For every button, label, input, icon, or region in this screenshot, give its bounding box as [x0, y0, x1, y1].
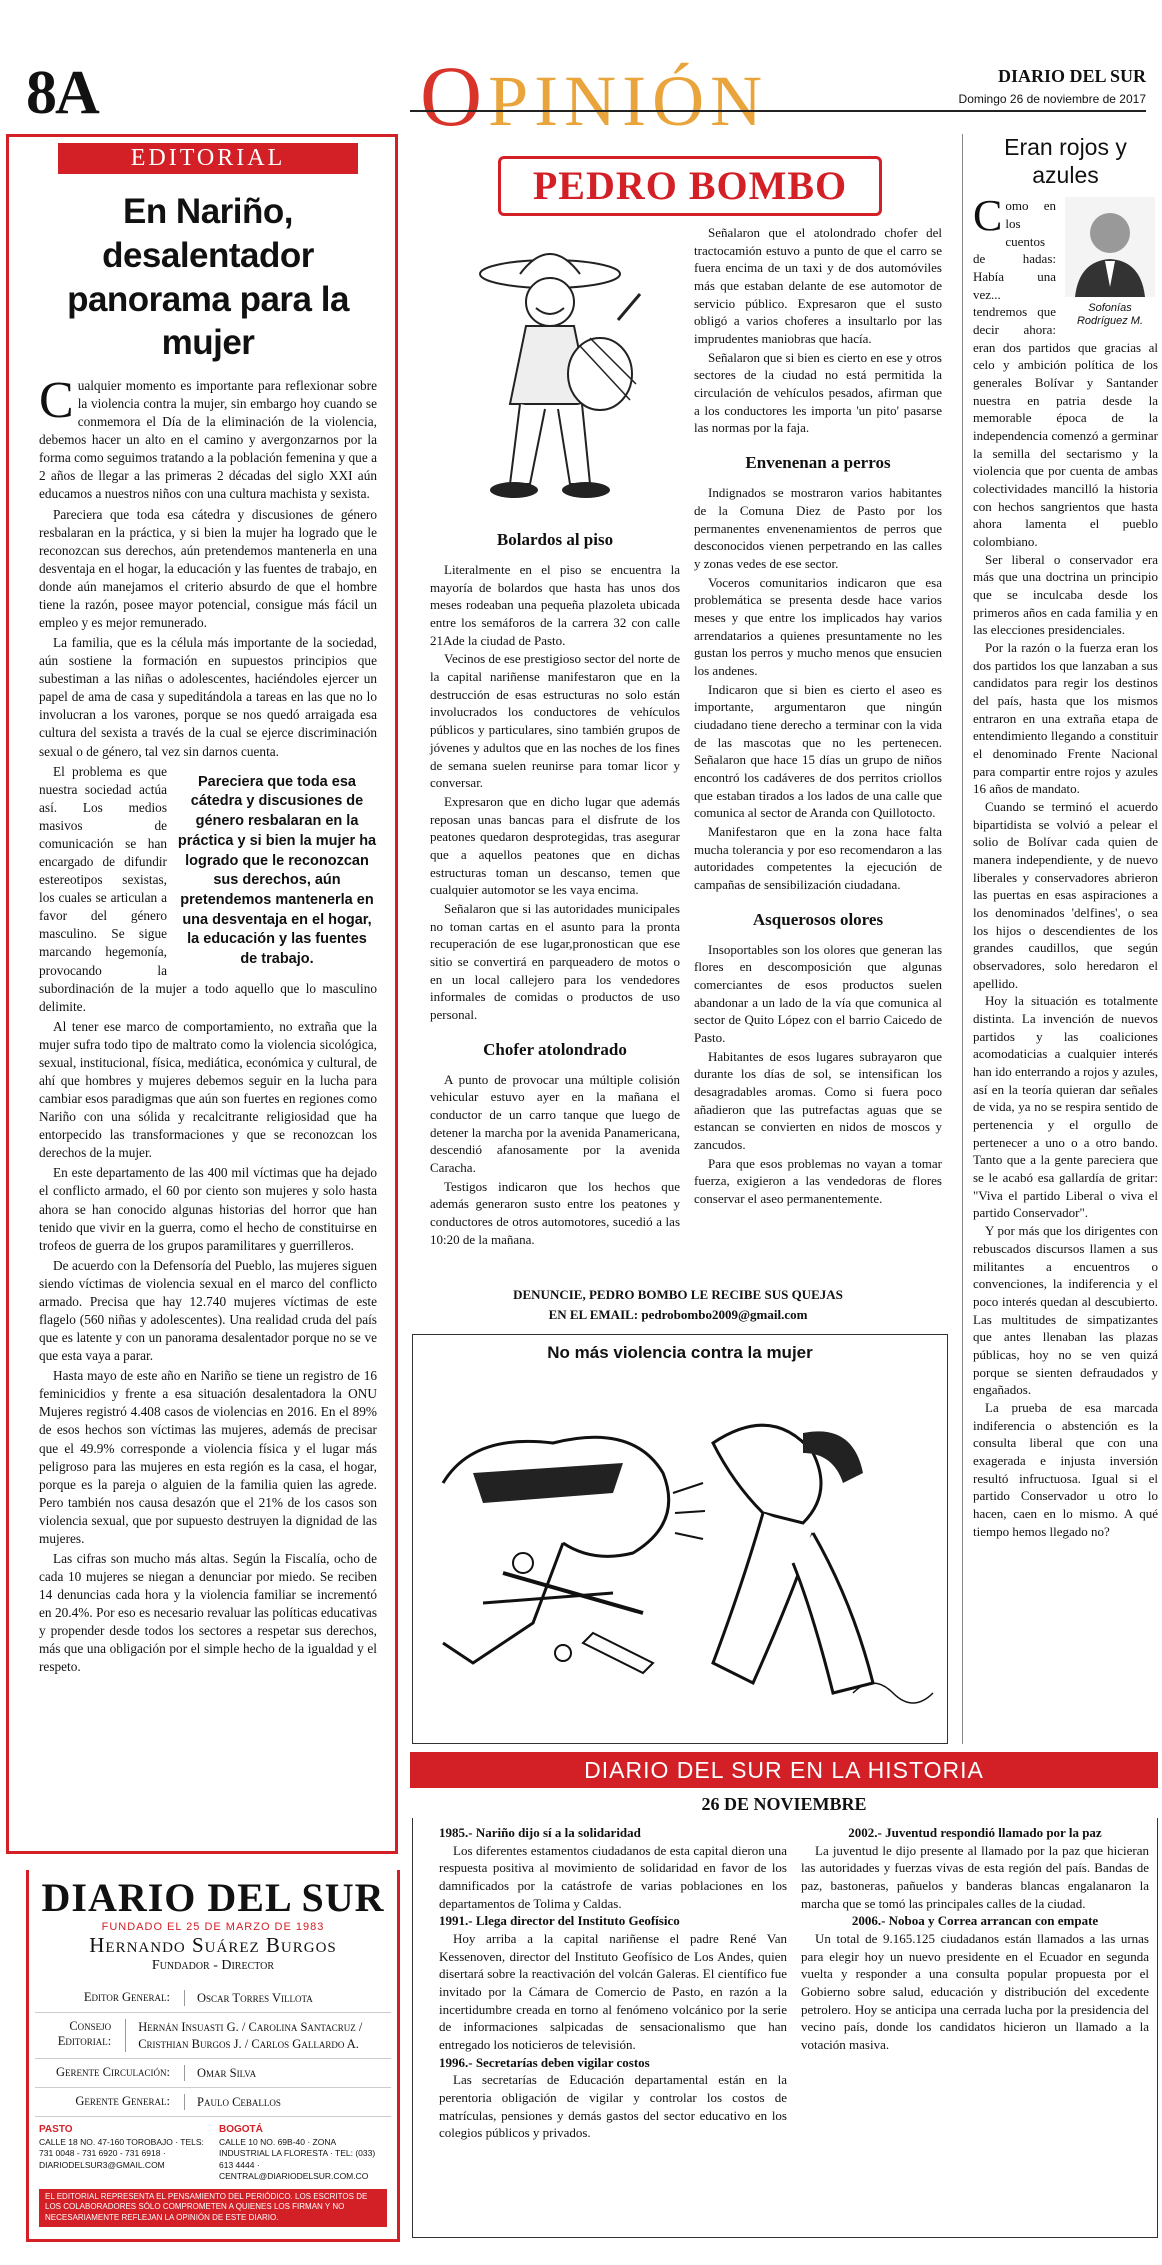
pedro-bombo-paragraph: Señalaron que el atolondrado chofer del tractocamión estuvo a punto de que el carro se fuera encima de un taxi y de dos automóviles más que estaban delante de ese automotor de servicio público. Expresaron que el susto obligó a varios choferes a insultarlo por las imprudentes maniobras que hacía.	[694, 225, 942, 347]
cartoon-illustration-image	[413, 1363, 947, 1733]
office-bogota: BOGOTÁ CALLE 10 NO. 69B-40 · ZONA INDUSTRIAL LA FLORESTA · TEL: (033) 613 4444 · CENTRAL@DIARIODELSUR.COM.CO	[219, 2124, 376, 2182]
historia-column-1	[439, 1824, 787, 2142]
masthead-logo: DIARIO DEL SUR	[997, 66, 1146, 86]
pedro-bombo-paragraph: A punto de provocar una múltiple colisión vehicular estuvo ayer en la mañana el conductor de un carro tanque que luego de detener la marcha por la avenida Panamericana, descendió afanosamente por la avenida Caracha.	[430, 1071, 680, 1176]
historia-item-title: 2006.- Noboa y Correa arrancan con empate	[851, 1913, 1099, 1929]
pedro-bombo-paragraph: Para que esos problemas no vayan a tomar fuerza, exigieron a las vendedoras de flores conservar el aseo permanentemente.	[694, 1155, 942, 1207]
historia-banner: DIARIO DEL SUR EN LA HISTORIA	[410, 1752, 1158, 1788]
editorial-paragraph: El problema es que nuestra sociedad actúa así. Los medios masivos de comunicación se han encargado de difundir estereotipos sexistas, los cuales se articulan a favor del género masculino. Se sigue marcando hegemonía, provocando la subordinación de la mujer a todo aquello que lo masculino delimite.	[39, 763, 377, 1014]
pedro-bombo-paragraph: Indicaron que si bien es cierto el aseo es importante, argumentaron que ningún ciudadano tiene derecho a terminar con la vida de las mascotas que no les pertenecen. Señalaron que hace 15 días un grupo de niños encontró los cadáveres de dos perritos criollos que estaban tirados a los lados de una calle que comunica al sector de Aranda con Quillotocto.	[694, 681, 942, 821]
pedro-bombo-column-1	[430, 514, 680, 1249]
pedro-bombo-paragraph: Expresaron que en dicho lugar que además reposan unas bancas para el disfrute de los peatones quedaron desprotegidas, tras asegurar que a aquellos peatones que en dichas estructuras toman un descanso, temen que cualquier automotor se les vaya encima.	[430, 793, 680, 898]
drummer-caricature-image	[440, 234, 660, 514]
page-number: 8A	[26, 59, 98, 127]
section-title-initial: O	[420, 48, 489, 144]
editorial-paragraph: La familia, que es la célula más importante de la sociedad, aún sostiene la formación en supuestos principios que subestiman a las niñas o adolescentes, haciéndoles ejercer un papel de ama de casa y supeditándola a tareas en las que no lo involucran a los varones, porque se nos quedó arraigada esa cultura del sexista a través de la cual se ejerce discriminación sexual o de género, tal vez sin darnos cuenta.	[39, 635, 377, 759]
historia-item-text: Los diferentes estamentos ciudadanos de esta capital dieron una respuesta positiva al movimiento de solidaridad en favor de los damnificados por la catástrofe de varias poblaciones en los departamentos de Tolima y Caldas.	[439, 1842, 787, 1911]
cartoon-box	[412, 1334, 948, 1744]
author-portrait-image	[1065, 197, 1155, 297]
pedro-bombo-contact-line: DENUNCIE, PEDRO BOMBO LE RECIBE SUS QUEJAS	[513, 1287, 843, 1302]
staff-row: Consejo Editorial: Hernán Insuasti G. / Carolina Santacruz / Cristhian Burgos J. / Carlos Gallardo A.	[35, 2013, 391, 2059]
office-pasto: PASTO CALLE 18 NO. 47-160 TOROBAJO · TELS: 731 0048 - 731 6920 - 731 6918 · DIARIODELSUR3@GMAIL.COM	[39, 2124, 204, 2170]
author-photo	[1062, 197, 1158, 328]
staff-founder: Hernando Suárez Burgos	[89, 1933, 337, 1957]
historia-item-title: 1991.- Llega director del Instituto Geofísico	[439, 1913, 680, 1929]
historia-item-text: Las secretarías de Educación departamental están en la perentoria obligación de vigilar y controlar los costos de matrículas, pensiones y demás gastos del sector educativo en los colegios públicos y privados.	[439, 2072, 787, 2141]
historia-item-text: Un total de 9.165.125 ciudadanos están llamados a las urnas para elegir hoy un nuevo presidente en el Ecuador en segunda vuelta y responder a una consulta popular propuesta por el Gobierno sobre salud, educación y distribución del excedente petrolero. Hoy se anticipa una cerrada lucha por la presidencia del vecino país, donde los candidatos hicieron un llamado a la votación masiva.	[801, 1931, 1149, 2053]
header-rule	[410, 110, 1146, 112]
editorial-paragraph: Al tener ese marco de comportamiento, no extraña que la mujer sufra todo tipo de maltrato como la violencia sicológica, sexual, institucional, física, mediática, económica y cultural, de ahí que hombres y mujeres debemos seguir en la lucha para cambiar esos paradigmas que aún son fuertes en regiones como Nariño con una sólida y recalcitrante religiosidad que ha entorpecido las transformaciones y que se reconozcan los derechos de la mujer.	[39, 1018, 377, 1161]
pedro-bombo-contact	[410, 1285, 946, 1324]
editorial-paragraph: De acuerdo con la Defensoría del Pueblo, las mujeres siguen siendo víctimas de violencia sexual en el marco del conflicto armado. Precisa que hay 12.740 mujeres víctimas de este flagelo (560 niñas y adolescentes). Una realidad cruda del país que es latente y con un panorama desalentador porque no se ve que esta vaya a parar.	[39, 1257, 377, 1364]
pedro-bombo-paragraph: Señalaron que si bien es cierto en ese y otros sectores de la ciudad no está permitida la circulación de vehículos pesados, afirman que a los conductores les importa 'un pito' pasarse las normas por la faja.	[694, 349, 942, 436]
pedro-bombo-paragraph: Insoportables son los olores que generan las flores en descomposición que algunas comerciantes de esos productos suelen abandonar a un lado de la vía que comunica al sector de Quito López con el barrio Caicedo de Pasto.	[694, 941, 942, 1046]
column-headline: Eran rojos y azules	[1004, 134, 1127, 188]
historia-date: 26 DE NOVIEMBRE	[701, 1794, 867, 1814]
staff-list	[29, 1984, 397, 2117]
editorial-dropcap: C	[39, 372, 74, 429]
editorial-paragraph: Las cifras son mucho más altas. Según la Fiscalía, ocho de cada 10 mujeres se niegan a denunciar por miedo. Se reciben 14 denuncias cada hora y la violencia familiar se incrementó en 20.4%. Por eso es necesario revaluar las políticas educativas y propender desde todos los sectores a respetar sus derechos, más que una obligación por el simple hecho de la igualdad y el respeto.	[39, 1551, 377, 1675]
author-name: Sofonías Rodríguez M.	[1076, 302, 1144, 328]
pedro-bombo-paragraph: Habitantes de esos lugares subrayaron que durante los días de sol, se intensifican los desagradables aromas. Como si fuera poco añadieron que las putrefactas aguas que se estancan se convierten en nidos de moscos y zancudos.	[694, 1048, 942, 1153]
editorial-paragraph: En este departamento de las 400 mil víctimas que ha dejado el conflicto armado, el 60 por ciento son mujeres y solo hasta ahora se han conocido algunas historias del horror que han tenido que vivir en la guerra, como el hecho de constituirse en trofeos de guerra de los grupos paramilitares y guerrilleros.	[39, 1165, 377, 1253]
staff-masthead: DIARIO DEL SUR	[41, 1875, 385, 1920]
column-paragraph: La prueba de esa marcada indiferencia o abstención es la consulta liberal que con una exagerada e injusta inversión resultó infructuosa. Igual si el partido Conservador u otro lo hacen, caen en lo mismo. A qué tiempo hemos llegado no?	[973, 1399, 1158, 1539]
historia-item-title: 1985.- Nariño dijo sí a la solidaridad	[439, 1825, 641, 1840]
staff-row: Gerente General: Paulo Ceballos	[35, 2088, 391, 2117]
column-dropcap: C	[973, 191, 1003, 241]
office-addresses	[29, 2117, 397, 2182]
editorial-pullquote: Pareciera que toda esa cátedra y discusiones de género resbalaran en la práctica y si bien la mujer ha logrado que le reconozcan sus derechos, aún pretendemos mantenerla en una desventaja en el hogar, la educación y las fuentes de trabajo.	[177, 773, 377, 968]
pedro-bombo-paragraph: Manifestaron que en la zona hace falta mucha tolerancia y por eso recomendaron a las autoridades competentes la ejecución de campañas de sensibilización ciudadana.	[694, 823, 942, 892]
pedro-bombo-paragraph: Indignados se mostraron varios habitantes de la Comuna Diez de Pasto por los permanentes envenenamientos de perros que desconocidos vienen perpetrando en las calles y zonas vedes de ese sector.	[694, 485, 942, 571]
pedro-bombo-paragraph: Testigos indicaron que los hechos que además generaron susto entre los peatones y conductores de otros automotores, sucedió a las 10:20 de la mañana.	[430, 1178, 680, 1247]
historia-item-text: La juventud le dijo presente al llamado por la paz que hicieran las autoridades y fuerzas vivas de esta región del país. Bandas de paz, bastoneras, pañuelos y banderas blancas engalanaron la marcha que se tomó las principales calles de la ciudad.	[801, 1842, 1149, 1911]
pedro-bombo-section	[410, 224, 946, 1344]
column-paragraph: Por la razón o la fuerza eran los dos partidos los que lanzaban a sus candidatos para regir los destinos del país, hasta que los mismos entraron en una extraña etapa de entendimiento llegando a constituir el denominado Frente Nacional para compartir entre rojos y azules 16 años de mandato.	[973, 639, 1158, 797]
column-paragraph: Ser liberal o conservador era más que una doctrina un principio que se inculcaba desde los primeros años en cada familia y en las elecciones presidenciales.	[973, 551, 1158, 638]
column-paragraph: Y por más que los dirigentes con rebuscados discursos llamen a sus militantes a encuentros o convenciones, la indiferencia y el poco interés quedan al descubierto. Las multitudes de simpatizantes que antes llenaban las plazas públicas, hoy no se ven quizá porque se sienten defraudados y engañados.	[973, 1223, 1158, 1398]
column-paragraph: Cuando se terminó el acuerdo bipartidista se volvió a pelear el solio de Bolívar cada quien de manera independiente, y de nuevo liberales y conservadores abrieron las puertas en esas aspiraciones a los denominados 'delfines', o sea los hijos o descendientes de los grandes caudillos, que según observadores, solo heredaron el apellido.	[973, 799, 1158, 991]
pedro-bombo-subhead: Bolardos al piso	[496, 530, 614, 549]
pedro-bombo-paragraph: Señalaron que si las autoridades municipales no toman cartas en el asunto para la pronta recuperación de ese lugar,pronostican que ese sitio se convertirá en parqueadero de motos o en un local callejero para los vendedores informales de comidas o productos de uso personal.	[430, 900, 680, 1022]
editorial-box	[6, 134, 398, 1854]
editorial-paragraph: Pareciera que toda esa cátedra y discusiones de género resbalaran en la práctica, y si bien la mujer ha logrado que le reconozcan sus derechos, aún pretendemos mantenerla en una desventaja en el hogar, la educación y las fuentes de trabajo, en donde aún manejamos el criterio absurdo de que el hombre tiene la razón, posee mayor potencial, consigue más fácil un empleo y es mejor remunerado.	[39, 506, 377, 631]
cartoon-title: No más violencia contra la mujer	[547, 1343, 813, 1362]
pedro-bombo-subhead: Chofer atolondrado	[483, 1039, 627, 1059]
pedro-bombo-subhead: Envenenan a perros	[745, 453, 891, 473]
editorial-headline: En Nariño, desalentador panorama para la mujer	[67, 192, 349, 363]
column-paragraph: Como en los cuentos de hadas: Había una vez... tendremos que decir ahora: eran dos partidos que gracias al celo y ambición política de los generales Bolívar y Santander nuestra en patria desde la memorable época de la independencia comenzó a germinar la semilla del sectarismo y la violencia que por cuenta de ambas colectividades mancilló la historia con hechos sangrientos que hasta ahora lamenta el pueblo colombiano.	[973, 191, 1158, 549]
pedro-bombo-banner: PEDRO BOMBO	[498, 156, 882, 216]
opinion-column	[962, 134, 1158, 1744]
historia-box	[412, 1818, 1158, 2238]
editorial-paragraph: Hasta mayo de este año en Nariño se tiene un registro de 16 feminicidios y frente a esa situación desalentadora la ONU Mujeres registró 4.408 casos de violencias en 2016. En el 89% de esos hechos son víctimas las mujeres, además de precisar que el 49.9% corresponde a violencia física y el lugar más peligroso para las mujeres en esta región es la casa, el hogar, porque es la pareja o alguien de la familia quien las agrede. Pero también nos causa desazón que el 21% de los casos son violencia sexual, que por supuesto destruyen la dignidad de las mujeres.	[39, 1368, 377, 1546]
pedro-bombo-paragraph: Voceros comunitarios indicaron que esa problemática se presenta desde hace varios meses y que entre los implicados hay varios arrendatarios a quienes presuntamente no les gustan los perros y mucho menos que ensucien los andenes.	[694, 574, 942, 678]
staff-box	[26, 1870, 400, 2242]
historia-column-2	[801, 1824, 1149, 2054]
section-title-rest: PINIÓN	[488, 61, 769, 141]
pedro-bombo-email: EN EL EMAIL: pedrobombo2009@gmail.com	[548, 1306, 808, 1322]
pedro-bombo-paragraph: Literalmente en el piso se encuentra la mayoría de bolardos que hasta has unos dos meses rodeaban una pequeña plazoleta ubicada entre los semáforos de la carrera 32 con calle 21Ade la ciudad de Pasto.	[430, 562, 680, 648]
issue-date: Domingo 26 de noviembre de 2017	[958, 92, 1146, 106]
historia-item-title: 2002.- Juventud respondió llamado por la paz	[848, 1825, 1102, 1840]
historia-item-text: Hoy arriba a la capital nariñense el padre René Van Kessenoven, director del Instituto Geofísico de Los Andes, quien disertará sobre la reactivación del volcán Galeras. El científico fue invitado por la Cámara de Comercio de Pasto, en razón a la incertidumbre creada en torno al fenómeno volcánico por la serie de informaciones salpicadas de sensacionalismo que han entregado los noticieros de televisión.	[439, 1931, 787, 2053]
historia-item-title: 1996.- Secretarías deben vigilar costos	[439, 2054, 650, 2070]
section-title	[420, 46, 768, 146]
pedro-bombo-column-2	[694, 224, 942, 1209]
staff-row: Gerente Circulación: Omar Silva	[35, 2059, 391, 2088]
staff-disclaimer: EL EDITORIAL REPRESENTA EL PENSAMIENTO DEL PERIÓDICO. LOS ESCRITOS DE LOS COLABORADORES SÓLO COMPROMETEN A QUIENES LOS FIRMAN Y NO NECESARIAMENTE REFLEJAN LA OPINIÓN DE ESTE DIARIO.	[39, 2189, 387, 2227]
staff-row: Editor General: Oscar Torres Villota	[35, 1984, 391, 2013]
staff-founded: FUNDADO EL 25 DE MARZO DE 1983	[101, 1921, 325, 1933]
editorial-badge: EDITORIAL	[58, 143, 358, 174]
editorial-paragraph: Cualquier momento es importante para reflexionar sobre la violencia contra la mujer, sin embargo hoy cuando se conmemora el Día de la eliminación de la violencia, debemos hacer un alto en el camino y avergonzarnos por la forma como seguimos tratando a la población femenina y que a 2 años de llegar a las primeras 2 décadas del siglo XXI aún educamos a nuestros niños con una cultura machista y sexista.	[39, 372, 377, 502]
pedro-bombo-paragraph: Vecinos de ese prestigioso sector del norte de la capital nariñense manifestaron que en la destrucción de esas estructuras no solo están involucrados los conductores de vehículos públicos y particulares, sino también grupos de jóvenes y adultos que en las noches de los fines de semana suelen reunirse para tomar licor y conversar.	[430, 651, 680, 791]
column-paragraph: Hoy la situación es totalmente distinta. La invención de nuevos partidos y las coaliciones acomodaticias a cualquier interés han ido enterrando a rojos y azules, así en la teoría quieran dar señales de vida, ya no se respira sentido de pertenencia y el orgullo de pertenecer a uno o a otro bando. Tanto que a la gente pareciera que se le acabó esa gallardía de gritar: "Viva el partido Liberal o viva el partido Conservador".	[973, 993, 1158, 1221]
staff-founder-role: Fundador - Director	[151, 1958, 275, 1973]
pedro-bombo-subhead: Asquerosos olores	[752, 909, 884, 929]
